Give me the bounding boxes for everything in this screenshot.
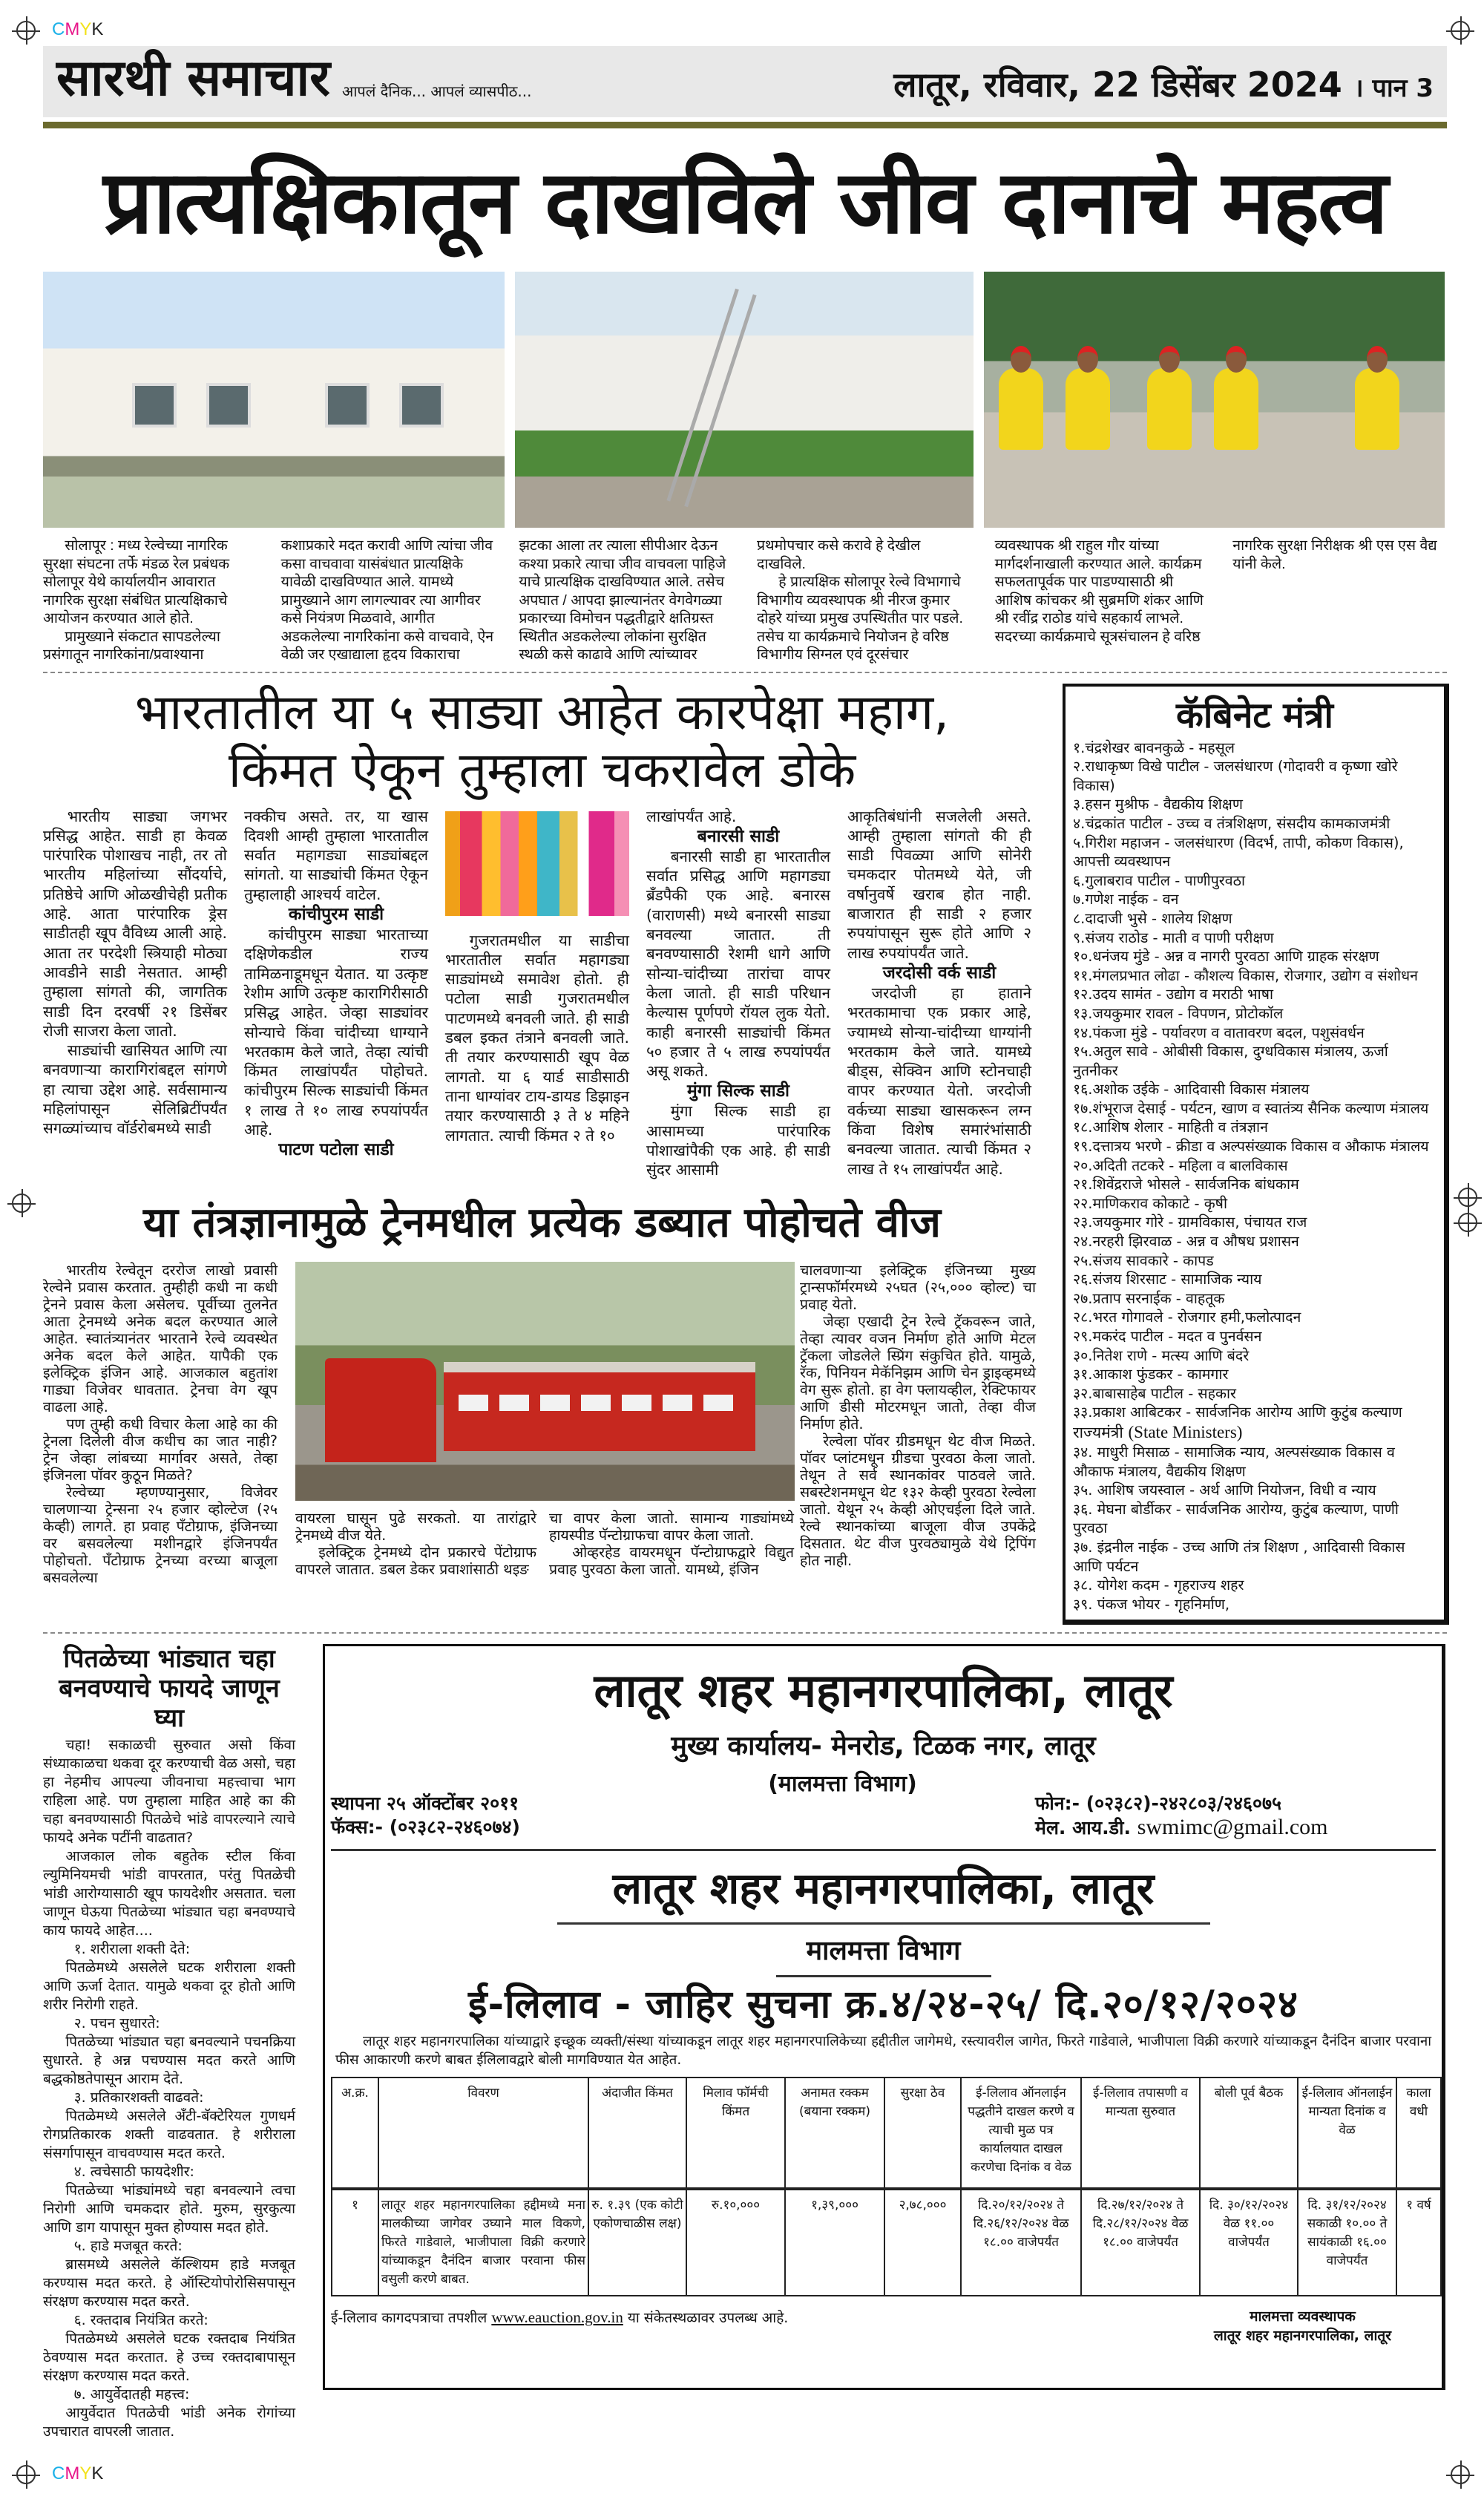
paragraph: आयुर्वेदात पितळेची भांडी अनेक रोगांच्या उपचारात वापरली जातात. — [43, 2405, 295, 2440]
caption-paragraph: हे प्रात्यक्षिक सोलापूर रेल्वे विभागाचे विभागीय व्यवस्थापक श्री नीरज कुमार दोहरे यांच्या प्रमुख उपस्थितीत पार पडले. तसेच या कार्यक्रमाचे नियोजन हे वरिष्ठ विभागीय सिग्नल एवं दूरसंचार व्यवस्थापक श्री राहुल गौर यांच्या मार्गदर्शनाखाली करण्यात आले. कार्यक्रम सफलतापूर्वक पार पाडण्यासाठी श्री आशिष कांचकर श्री सुब्रमणि शंकर आणि श्री रवींद्र राठोड यांचे सहकार्य लाभले. सदरच्या कार्यक्रमाचे सूत्रसंचालन हे वरिष्ठ नागरिक सुरक्षा निरीक्षक श्री एस एस वैद्य यांनी केले. — [756, 537, 1437, 664]
cmyk-c: C — [52, 19, 65, 39]
paragraph: लाखांपर्यंत आहे. — [646, 807, 737, 825]
registration-mark-icon — [16, 2465, 36, 2484]
train-column — [800, 1262, 1036, 1569]
minister-item: ३६. मेघना बोर्डीकर - सार्वजनिक आरोग्य, कुटुंब कल्याण, पाणी पुरवठा — [1073, 1500, 1399, 1537]
sari-column — [445, 931, 629, 1145]
paragraph: रेल्वेच्या म्हणण्यानुसार, विजेवर चालणाऱ्या ट्रेन्सना २५ हजार व्होल्टेज (२५ केव्ही) लागते. हा प्रवाह पँटोग्राफ, इंजिनच्या वर बसवलेल्या मशीनद्वारे इंजिनपर्यंत पोहोचतो. पँटोग्राफ ट्रेनच्या वरच्या बाजूला बसवलेल्या — [43, 1483, 278, 1586]
train-photo — [295, 1262, 795, 1501]
ad-divider — [331, 1849, 1436, 1851]
state-heading-mr: राज्यमंत्री — [1073, 1423, 1123, 1441]
minister-item: २५.संजय सावकारे - कापड — [1073, 1251, 1214, 1269]
cmyk-m: M — [65, 19, 80, 39]
table-cell: दि. ३०/१२/२०२४ वेळ ११.०० वाजेपर्यंत — [1200, 2189, 1298, 2296]
minister-item: ८.दादाजी भुसे - शालेय शिक्षण — [1073, 909, 1232, 927]
tea-headline-line: पितळेच्या भांड्यात चहा — [63, 1644, 275, 1674]
paragraph: आकृतिबंधांनी सजलेली असते. आम्ही तुम्हाला सांगतो की ही साडी पिवळ्या आणि सोनेरी चमकदार पोतमध्ये येते, जी वर्षानुवर्षे खराब होत नाही. बाजारात ही साडी २ हजार रुपयांपासून सुरू होते आणि २ लाख रुपयांपर्यंत जाते. — [847, 807, 1031, 962]
page-number: । पान 3 — [1353, 73, 1434, 103]
signatory-org: लातूर शहर महानगरपालिका, लातूर — [1213, 2328, 1391, 2345]
minister-item: १८.आशिष शेलार - माहिती व तंत्रज्ञान — [1073, 1119, 1268, 1136]
municipal-notice-ad — [323, 1644, 1445, 2390]
ad-footer — [331, 2307, 788, 2328]
paragraph: बनारसी साडी हा भारतातील सर्वात प्रसिद्ध आणि महागड्या ब्रँडपैकी एक आहे. बनारस (वाराणसी) मध्ये बनारसी साड्या बनवल्या जातात. ती बनवण्यासाठी रेशमी धागे आणि सोन्या-चांदीच्या तारांचा वापर केला जातो. ही साडी परिधान केल्यास पूर्णपणे रॉयल लुक येतो. काही बनारसी साड्यांची किंमत ५० हजार ते ५ लाख रुपयांपर्यंत असू शकते. — [646, 847, 830, 1081]
ad-org-title: लातूर शहर महानगरपालिका, लातूर — [594, 1663, 1173, 1718]
table-cell: १ — [332, 2189, 378, 2296]
paragraph: ओव्हरहेड वायरमधून पॅन्टोग्राफद्वारे विद्युत प्रवाह पुरवठा केला जातो. यामध्ये, इंजिन — [549, 1543, 794, 1578]
table-cell: दि.२०/१२/२०२४ ते दि.२६/१२/२०२४ वेळ १८.०० वाजेपर्यंत — [961, 2189, 1081, 2296]
sari-headline-line: भारतातील या ५ साड्या आहेत कारपेक्षा महाग, — [134, 683, 950, 741]
left-articles — [43, 684, 1041, 1586]
minister-item: ४.चंद्रकांत पाटील - उच्च व तंत्रशिक्षण, संसदीय कामकाजमंत्री — [1073, 814, 1391, 832]
minister-item: ३५. आशिष जयस्वाल - अर्थ आणि नियोजन, विधी व न्याय — [1073, 1481, 1376, 1499]
paragraph: जरदोजी हा हाताने भरतकामाचा एक प्रकार आहे, ज्यामध्ये सोन्या-चांदीच्या धाग्यांनी भरतकाम केले जाते. यामध्ये बीड्स, सेक्विन आणि स्टोनचाही वापर करण्यात येतो. जरदोजी वर्कच्या साड्या खासकरून लग्न किंवा विशेष समारंभांसाठी बनवल्या जातात. त्याची किंमत २ लाख ते १५ लाखांपर्यंत आहे. — [847, 983, 1031, 1178]
section-divider — [43, 672, 1447, 673]
paragraph: पितळेमध्ये असलेले घटक रक्तदाब नियंत्रित ठेवण्यास मदत करतात. हे उच्च रक्तदाबापासून संरक्षण करण्यास मदत करते. — [43, 2331, 295, 2385]
paragraph: जेव्हा एखादी ट्रेन रेल्वे ट्रॅकवरून जाते, तेव्हा त्यावर वजन निर्माण होते आणि मेटल ट्रॅकला जोडलेले स्प्रिंग संकुचित होते. यामुळे, रॅक, पिनियन मेकॅनिझम आणि चेन ड्राइव्हमध्ये वेग सुरू होतो. हा वेग फ्लायव्हील, रेक्टिफायर आणि डीसी मोटरमधून जातो, तेव्हा वीज निर्माण होते. — [800, 1312, 1036, 1433]
registration-mark-icon — [1451, 2465, 1470, 2484]
table-cell: दि.२७/१२/२०२४ ते दि.२८/१२/२०२४ वेळ १८.०० वाजेपर्यंत — [1081, 2189, 1200, 2296]
registration-mark-icon — [1451, 21, 1470, 40]
minister-item: २०.अदिती तटकरे - महिला व बालविकास — [1073, 1156, 1288, 1174]
section-divider — [43, 1632, 1447, 1634]
minister-item: १९.दत्तात्रय भरणे - क्रीडा व अल्पसंख्याक विकास व औकाफ मंत्रालय — [1073, 1138, 1429, 1156]
table-cell: रु. १.३९ (एक कोटी एकोणचाळीस लक्ष) — [588, 2189, 686, 2296]
state-heading-en: (State Ministers) — [1128, 1422, 1243, 1441]
column-header: सुरक्षा ठेव — [884, 2078, 961, 2189]
minister-item: २४.नरहरी झिरवाळ - अन्न व औषध प्रशासन — [1073, 1233, 1299, 1251]
column-header: ई-लिलाव ऑनलाईन पद्धतीने दाखल करणे व त्याची मुळ पत्र कार्यालयात दाखल करणेचा दिनांक व वेळ — [961, 2078, 1081, 2189]
sari-column — [43, 807, 227, 1139]
fax-number: फॅक्स:- (०२३८२-२४६०७४) — [331, 1816, 520, 1839]
table-cell: रु.१०,००० — [686, 2189, 785, 2296]
minister-item: १६.अशोक उईके - आदिवासी विकास मंत्रालय — [1073, 1081, 1310, 1099]
tagline: आपलं दैनिक... आपलं व्यासपीठ... — [341, 82, 532, 100]
column-header: अ.क्र. — [332, 2078, 378, 2189]
table-body — [332, 2189, 1441, 2296]
minister-item: ३३.प्रकाश आबिटकर - सार्वजनिक आरोग्य आणि कुटुंब कल्याण — [1073, 1404, 1402, 1421]
minister-item: १५.अतुल सावे - ओबीसी विकास, दुग्धविकास मंत्रालय, ऊर्जा नुतनीकर — [1073, 1043, 1388, 1079]
ad-established — [331, 1769, 650, 1839]
cmyk-c: C — [52, 2463, 65, 2484]
title-underline — [557, 1922, 1210, 1925]
cmyk-k: K — [91, 2463, 104, 2484]
minister-item: २९.मकरंद पाटील - मदत व पुनर्वसन — [1073, 1328, 1262, 1345]
column-header: अंदाजीत किंमत — [588, 2078, 686, 2189]
ad-org-title-2: लातूर शहर महानगरपालिका, लातूर — [612, 1863, 1155, 1914]
minister-item: १.चंद्रशेखर बावनकुळे - महसूल — [1073, 739, 1235, 756]
sari-headline-line: किंमत ऐकून तुम्हाला चकरावेल डोके — [228, 741, 856, 799]
minister-item: ३०.नितेश राणे - मत्स्य आणि बंदरे — [1073, 1346, 1250, 1364]
cmyk-k: K — [91, 19, 104, 39]
point-heading: १. शरीराला शक्ती देते: — [73, 1941, 191, 1958]
minister-item: ६.गुलाबराव पाटील - पाणीपुरवठा — [1073, 871, 1245, 889]
lead-photo-ladder-rescue — [515, 272, 974, 528]
minister-item: ३९. पंकज भोयर - गृहनिर्माण, — [1073, 1595, 1230, 1613]
minister-item: १४.पंकजा मुंडे - पर्यावरण व वातावरण बदल, पशुसंवर्धन — [1073, 1024, 1365, 1041]
paragraph: चा वापर केला जातो. सामान्य गाड्यांमध्ये हायस्पीड पॅन्टोग्राफचा वापर केला जातो. — [549, 1509, 794, 1544]
caption-paragraph: प्रामुख्याने संकटात सापडलेल्या प्रसंगातून नागरिकांना/प्रवाश्याना कशाप्रकारे मदत करावी आणि त्यांचा जीव कसा वाचवावा यासंबंधात प्रात्यक्षिके यावेळी दाखविण्यात आले. यामध्ये प्रामुख्याने आग लागल्यावर त्या आगीवर कसे नियंत्रण मिळवावे, आगीत अडकलेल्या नागरिकांना कसे वाचवावे, ऐन वेळी जर एखाद्याला हृदय विकाराचा झटका आला तर त्याला सीपीआर देऊन कश्या प्रकारे त्याचा जीव वाचवला पाहिजे याचे प्रात्यक्षिक दाखविण्यात आले. तसेच अपघात / आपदा झाल्यानंतर वेगवेगळ्या प्रकारच्या विमोचन पद्धतीद्वारे क्षतिग्रस्त स्थितीत अडकलेल्या लोकांना सुरक्षित स्थळी कसे काढावे आणि त्यांच्यावर प्रथमोपचार कसे करावे हे देखील दाखविले. — [43, 537, 921, 664]
table-row — [332, 2189, 1441, 2296]
sari-column — [646, 807, 830, 1180]
cmyk-mark — [52, 2463, 103, 2484]
dateline: लातूर, रविवार, 22 डिसेंबर 2024 — [893, 65, 1342, 105]
lead-photo-building — [43, 272, 505, 528]
auction-table — [331, 2077, 1442, 2296]
notice-intro: लातूर शहर महानगरपालिका यांच्याद्वारे इच्छूक व्यक्ती/संस्था यांच्याकडून लातूर शहर महानगरपालिकेच्या हद्दीतील जागेमधे, रस्त्यावरील जागेत, फिरते गाडेवाले, भाजीपाला विक्री करणारे यांच्याकडून दैनंदिन बाजार परवाना फीस आकारणी करणे बाबत ईलिलावद्वारे बोली मागविण्यात येत आहेत. — [335, 2034, 1431, 2069]
middle-section — [43, 684, 1447, 1625]
tea-article — [43, 1644, 295, 2441]
paragraph: भारतीय साड्या जगभर प्रसिद्ध आहेत. साडी हा केवळ पारंपारिक पोशाखच नाही, तर तो भारतीय महिलांच्या सौंदर्याचे, प्रतिष्ठेचे आणि ओळखीचेही प्रतीक आहे. आता पारंपारिक ड्रेस साडीतही खूप वैविध्य आली आहे. आता तर परदेशी स्त्रियाही मोठ्या आवडीने साडी नेसतात. आम्ही तुम्हाला सांगतो की, जागतिक साडी दिन दरवर्षी २१ डिसेंबर रोजी साजरा केला जातो. — [43, 807, 227, 1040]
registration-mark-icon — [1458, 1213, 1477, 1232]
signatory-title: मालमत्ता व्यवस्थापक — [1250, 2308, 1356, 2325]
cabinet-list — [1073, 739, 1437, 1422]
cmyk-m: M — [65, 2463, 80, 2484]
cmyk-y: Y — [79, 2463, 92, 2484]
minister-item: ३८. योगेश कदम - गृहराज्य शहर — [1073, 1576, 1244, 1594]
minister-item: ११.मंगलप्रभात लोढा - कौशल्य विकास, रोजगार, उद्योग व संशोधन — [1073, 966, 1418, 984]
table-header-row — [332, 2078, 1441, 2189]
registration-mark-icon — [12, 1194, 31, 1213]
ad-signature — [1214, 2307, 1391, 2345]
paragraph: पितळेमध्ये असलेले अँटी-बॅक्टेरियल गुणधर्म रोगप्रतिकारक शक्ती वाढवतात. हे शरीराला संसर्गापासून वाचवण्यास मदत करते. — [43, 2108, 295, 2162]
e-auction-notice-title: ई-लिलाव - जाहिर सुचना क्र.४/२४-२५/ दि.२०/१२/२०२४ — [467, 1983, 1299, 2028]
subheading: कांचीपुरम साडी — [288, 905, 384, 925]
table-cell: २,७८,००० — [884, 2189, 961, 2296]
email-address[interactable]: swmimc@gmail.com — [1137, 1815, 1328, 1840]
minister-item: २.राधाकृष्ण विखे पाटील - जलसंधारण (गोदावरी व कृष्णा खोरे विकास) — [1073, 758, 1398, 794]
table-cell: दि. ३१/१२/२०२४ सकाळी १०.०० ते सायंकाळी १६.०० वाजेपर्यंत — [1298, 2189, 1396, 2296]
column-header: ई-लिलाव ऑनलाईन मान्यता दिनांक व वेळ — [1298, 2078, 1396, 2189]
lead-photo-fire-drill — [984, 272, 1445, 528]
point-heading: २. पचन सुधारते: — [73, 2015, 160, 2032]
minister-item: १३.जयकुमार रावल - विपणन, प्रोटोकॉल — [1073, 1004, 1284, 1022]
mail-label: मेल. आय.डी. — [1035, 1817, 1131, 1839]
eauction-link[interactable]: www.eauction.gov.in — [491, 2308, 623, 2327]
footer-text: ई-लिलाव कागदपत्राचा तपशील — [331, 2310, 487, 2327]
sari-column — [847, 807, 1031, 1179]
ad-office-address: मुख्य कार्यालय- मेनरोड, टिळक नगर, लातूर — [671, 1731, 1096, 1762]
train-columns — [43, 1262, 1041, 1586]
column-header: मिलाव फॉर्मची किंमत — [686, 2078, 785, 2189]
subheading: जरदोसी वर्क साडी — [882, 963, 997, 983]
train-subcolumns — [295, 1510, 795, 1578]
paragraph: पितळेच्या भांड्यात चहा बनवल्याने पचनक्रिया सुधारते. हे अन्न पचण्यास मदत करते आणि बद्धकोष्ठतेपासून आराम देते. — [43, 2034, 295, 2088]
minister-item: १२.उदय सामंत - उद्योग व मराठी भाषा — [1073, 986, 1274, 1003]
point-heading: ६. रक्तदाब नियंत्रित करते: — [73, 2312, 209, 2329]
minister-item: २८.भरत गोगावले - रोजगार हमी,फलोत्पादन — [1073, 1309, 1301, 1326]
paragraph: पण तुम्ही कधी विचार केला आहे का की ट्रेनला दिलेली वीज कधीच का जात नाही? ट्रेन जेव्हा लांबच्या मार्गावर असते, तेव्हा इंजिनला पॉवर कुठून मिळते? — [43, 1415, 278, 1484]
ad-department-2: मालमत्ता विभाग — [806, 1936, 961, 1967]
column-header: ई-लिलाव तपासणी व मान्यता सुरुवात — [1081, 2078, 1200, 2189]
newspaper-page — [43, 0, 1447, 2508]
column-header: बोली पूर्व बैठक — [1200, 2078, 1298, 2189]
title-underline — [776, 1975, 991, 1977]
minister-item: ३७. इंद्रनील नाईक - उच्च आणि तंत्र शिक्षण , आदिवासी विकास आणि पर्यटन — [1073, 1538, 1405, 1575]
phone-number: फोन:- (०२३८२)-२४२८०३/२४६०७५ — [1035, 1792, 1282, 1815]
ad-department: (मालमत्ता विभाग) — [768, 1771, 917, 1798]
train-photo-block — [295, 1262, 795, 1578]
table-cell: १ वर्ष — [1396, 2189, 1441, 2296]
table-cell: १,३९,००० — [785, 2189, 884, 2296]
lead-captions — [43, 537, 1447, 664]
subheading: मुंगा सिल्क साडी — [687, 1081, 789, 1101]
tea-headline — [43, 1644, 295, 1733]
paragraph: आजकाल लोक बहुतेक स्टील किंवा ल्युमिनियमची भांडी वापरतात, परंतु पितळेची भांडी आरोग्यासाठी खूप फायदेशीर असतात. चला जाणून घेऊया पितळेच्या भांड्यात चहा बनवण्याचे काय फायदे आहेत.... — [43, 1848, 295, 1939]
sari-photo-column — [445, 807, 629, 1145]
masthead — [43, 46, 1447, 117]
sari-headline — [43, 684, 1041, 799]
lead-headline: प्रात्यक्षिकातून दाखविले जीव दानाचे महत्व — [103, 151, 1387, 253]
table-cell: लातूर शहर महानगरपालिका हद्दीमध्ये मना मालकीच्या जागेवर उघ्याने माल विकणे, फिरते गाडेवाले, भाजीपाला विक्री करणारे यांच्याकडून दैनंदिन बाजार परवाना फीस वसुली करणे बाबत. — [378, 2189, 588, 2296]
sari-photo — [445, 811, 629, 916]
minister-item: २१.शिवेंद्रराजे भोसले - सार्वजनिक बांधकाम — [1073, 1176, 1299, 1194]
registration-mark-icon — [16, 21, 36, 40]
paragraph: रेल्वेला पॉवर ग्रीडमधून थेट वीज मिळते. पॉवर प्लांटमधून ग्रीडचा पुरवठा केला जातो. तेथून ते सर्व स्थानकांवर पाठवले जाते. सबस्टेशनमधून थेट १३२ केव्ही पुरवठा रेल्वेला जातो. येथून २५ केव्ही ओएचईला दिले जाते. रेल्वे स्थानकांच्या बाजूला वीज उपकेंद्रे दिसतात. थेट वीज पुरवठ्यामुळे येथे ट्रिपिंग होत नाही. — [800, 1432, 1036, 1569]
train-column — [549, 1510, 794, 1578]
minister-item: ३४. माधुरी मिसाळ - सामाजिक न्याय, अल्पसंख्याक विकास व औकाफ मंत्रालय, वैद्यकीय शिक्षण — [1073, 1443, 1395, 1480]
state-ministers-heading — [1073, 1422, 1437, 1443]
cmyk-y: Y — [79, 19, 92, 39]
point-heading: ४. त्वचेसाठी फायदेशीर: — [73, 2164, 194, 2181]
subheading: पाटण पटोला साडी — [278, 1140, 394, 1160]
lead-photos — [43, 272, 1447, 528]
footer-text: या संकेतस्थळावर उपलब्ध आहे. — [627, 2310, 789, 2327]
paragraph: भारतीय रेल्वेतून दररोज लाखो प्रवासी रेल्वेने प्रवास करतात. तुम्हीही कधी ना कधी ट्रेनने प्रवास केला असेलच. पूर्वीच्या तुलनेत आता ट्रेनमध्ये अनेक बदल करण्यात आले आहेत. स्वातंत्र्यानंतर भारताने रेल्वे व्यवस्थेत अनेक बदल केले आहेत. यापैकी एक इलेक्ट्रिक इंजिन आहे. आजकाल बहुतांश गाड्या विजेवर धावतात. ट्रेनचा वेग खूप वाढला आहे. — [43, 1261, 278, 1415]
minister-item: २६.संजय शिरसाट - सामाजिक न्याय — [1073, 1271, 1262, 1289]
state-ministers-list — [1073, 1443, 1437, 1614]
minister-item: ३.हसन मुश्रीफ - वैद्यकीय शिक्षण — [1073, 796, 1243, 813]
column-header: विवरण — [378, 2078, 588, 2189]
minister-item: ५.गिरीश महाजन - जलसंधारण (विदर्भ, तापी, कोकण विकास), आपत्ती व्यवस्थापन — [1073, 834, 1404, 871]
bottom-section — [43, 1644, 1447, 2441]
minister-item: ९.संजय राठोड - माती व पाणी परीक्षण — [1073, 929, 1274, 946]
paragraph: मुंगा सिल्क साडी हा आसामच्या पारंपारिक पोशाखांपैकी एक आहे. ही साडी सुंदर आसामी — [646, 1102, 830, 1179]
minister-item: १७.शंभूराज देसाई - पर्यटन, खाण व स्वातंत्र्य सैनिक कल्याण मंत्रालय — [1073, 1099, 1429, 1117]
train-column — [43, 1262, 278, 1586]
ad-footer-row — [331, 2307, 1436, 2345]
registration-mark-icon — [1458, 1188, 1477, 1207]
masthead-rule — [43, 122, 1447, 128]
paragraph: पितळेच्या भांड्यांमध्ये चहा बनवल्याने त्वचा निरोगी आणि चमकदार होते. मुरुम, सुरकुत्या आणि डाग यापासून मुक्त होण्यास मदत होते. — [43, 2182, 295, 2236]
paragraph: वायरला घासून पुढे सरकतो. या तारांद्वारे ट्रेनमध्ये वीज येते. — [295, 1509, 536, 1544]
minister-item: ७.गणेश नाईक - वन — [1073, 891, 1179, 908]
paragraph: गुजरातमधील या साडीचा भारतातील सर्वात महागड्या साड्यांमध्ये समावेश होतो. ही पटोला साडी गुजरातमधील पाटणमध्ये बनवली जाते. ही साडी डबल इकत तंत्राने बनवली जाते. ती तयार करण्यासाठी खूप वेळ लागतो. या ६ यार्ड साडीसाठी ताना धाग्यांवर टाय-डायड डिझाइन तयार करण्यासाठी ३ ते ४ महिने लागतात. त्याची किंमत २ ते १० — [445, 931, 629, 1145]
bottom-print-marks — [43, 2463, 1447, 2508]
cabinet-ministers-box — [1063, 684, 1449, 1625]
tea-headline-line: बनवण्याचे फायदे जाणून घ्या — [59, 1674, 280, 1734]
train-column — [295, 1510, 536, 1578]
point-heading: ५. हाडे मजबूत करते: — [73, 2238, 183, 2255]
column-header: अनामत रक्कम (बयाना रक्कम) — [785, 2078, 884, 2189]
cabinet-title: कॅबिनेट मंत्री — [1176, 694, 1333, 736]
ad-info-row — [331, 1769, 1436, 1840]
newspaper-logo: सारथी समाचार — [56, 49, 330, 108]
minister-item: ३१.आकाश फुंडकर - कामगार — [1073, 1366, 1229, 1384]
train-headline: या तंत्रज्ञानामुळे ट्रेनमधील प्रत्येक डब्यात पोहोचते वीज — [143, 1198, 941, 1247]
column-header: काला वधी — [1396, 2078, 1441, 2189]
paragraph: साड्यांची खासियत आणि त्या बनवणाऱ्या कारागिरांबद्दल सांगणे हा त्याचा उद्देश आहे. सर्वसामान्य महिलांपासून सेलिब्रिटींपर्यंत सगळ्यांच्याच वॉर्डरोबमध्ये साडी — [43, 1041, 227, 1138]
minister-item: २३.जयकुमार गोरे - ग्रामविकास, पंचायत राज — [1073, 1214, 1307, 1231]
subheading: बनारसी साडी — [697, 826, 780, 846]
minister-item: २२.माणिकराव कोकाटे - कृषी — [1073, 1194, 1227, 1212]
sari-column — [244, 807, 428, 1161]
tea-body — [43, 1736, 295, 2441]
paragraph: ब्रासमध्ये असलेले कॅल्शियम हाडे मजबूत करण्यास मदत करते. हे ऑस्टियोपोरोसिसपासून संरक्षण करण्यास मदत करते. — [43, 2256, 295, 2311]
minister-item: १०.धनंजय मुंडे - अन्न व नागरी पुरवठा आणि ग्राहक संरक्षण — [1073, 948, 1379, 966]
paragraph: चहा! सकाळची सुरुवात असो किंवा संध्याकाळचा थकवा दूर करण्याची वेळ असो, चहा हा नेहमीच आपल्या जीवनाचा महत्त्वाचा भाग राहिला आहे. पण तुम्हाला माहित आहे का की चहा बनवण्यासाठी पितळेचे भांडे वापरल्याने त्याचे फायदे अनेक पटींनी वाढतात? — [43, 1737, 295, 1847]
paragraph: पितळेमध्ये असलेले घटक शरीराला शक्ती आणि ऊर्जा देतात. यामुळे थकवा दूर होतो आणि शरीर निरोगी राहते. — [43, 1959, 295, 2014]
paragraph: चालवणाऱ्या इलेक्ट्रिक इंजिनच्या मुख्य ट्रान्सफॉर्मरमध्ये २५घत (२५,००० व्होल्ट) चा प्रवाह येतो. — [800, 1261, 1036, 1313]
established-date: स्थापना २५ ऑक्टोंबर २०११ — [331, 1792, 519, 1815]
paragraph: नक्कीच असते. तर, या खास दिवशी आम्ही तुम्हाला भारतातील सर्वात महागड्या साड्यांबद्दल सांगतो. या साड्यांची किंमत ऐकून तुम्हालाही आश्चर्य वाटेल. — [244, 807, 428, 903]
paragraph: कांचीपुरम साड्या भारताच्या दक्षिणेकडील राज्य तामिळनाडूमधून येतात. या उत्कृष्ट रेशीम आणि उत्कृष्ट कारागिरीसाठी प्रसिद्ध आहेत. जेव्हा साड्यांवर सोन्याचे किंवा चांदीच्या धाग्याने भरतकाम केले जाते, तेव्हा त्यांची किंमत लाखांपर्यंत पोहोचते. कांचीपुरम सिल्क साड्यांची किंमत १ लाख ते १० लाख रुपयांपर्यंत आहे. — [244, 926, 428, 1139]
sari-columns — [43, 807, 1041, 1180]
paragraph: इलेक्ट्रिक ट्रेनमध्ये दोन प्रकारचे पेंटोग्राफ वापरले जातात. डबल डेकर प्रवाशांसाठी थइङ — [295, 1543, 536, 1578]
ad-contact — [1035, 1769, 1436, 1840]
point-heading: ३. प्रतिकारशक्ती वाढवते: — [73, 2089, 204, 2106]
point-heading: ७. आयुर्वेदातही महत्त्व: — [73, 2386, 190, 2403]
caption-paragraph: सोलापूर : मध्य रेल्वेच्या नागरिक सुरक्षा संघटना तर्फे मंडळ रेल प्रबंधक सोलापूर येथे कार्यालयीन आवारात नागरिक सुरक्षा संबंधित प्रात्यक्षिकाचे आयोजन करण्यात आले होते. — [43, 537, 230, 627]
minister-item: २७.प्रताप सरनाईक - वाहतूक — [1073, 1289, 1225, 1307]
minister-item: ३२.बाबासाहेब पाटील - सहकार — [1073, 1384, 1236, 1402]
